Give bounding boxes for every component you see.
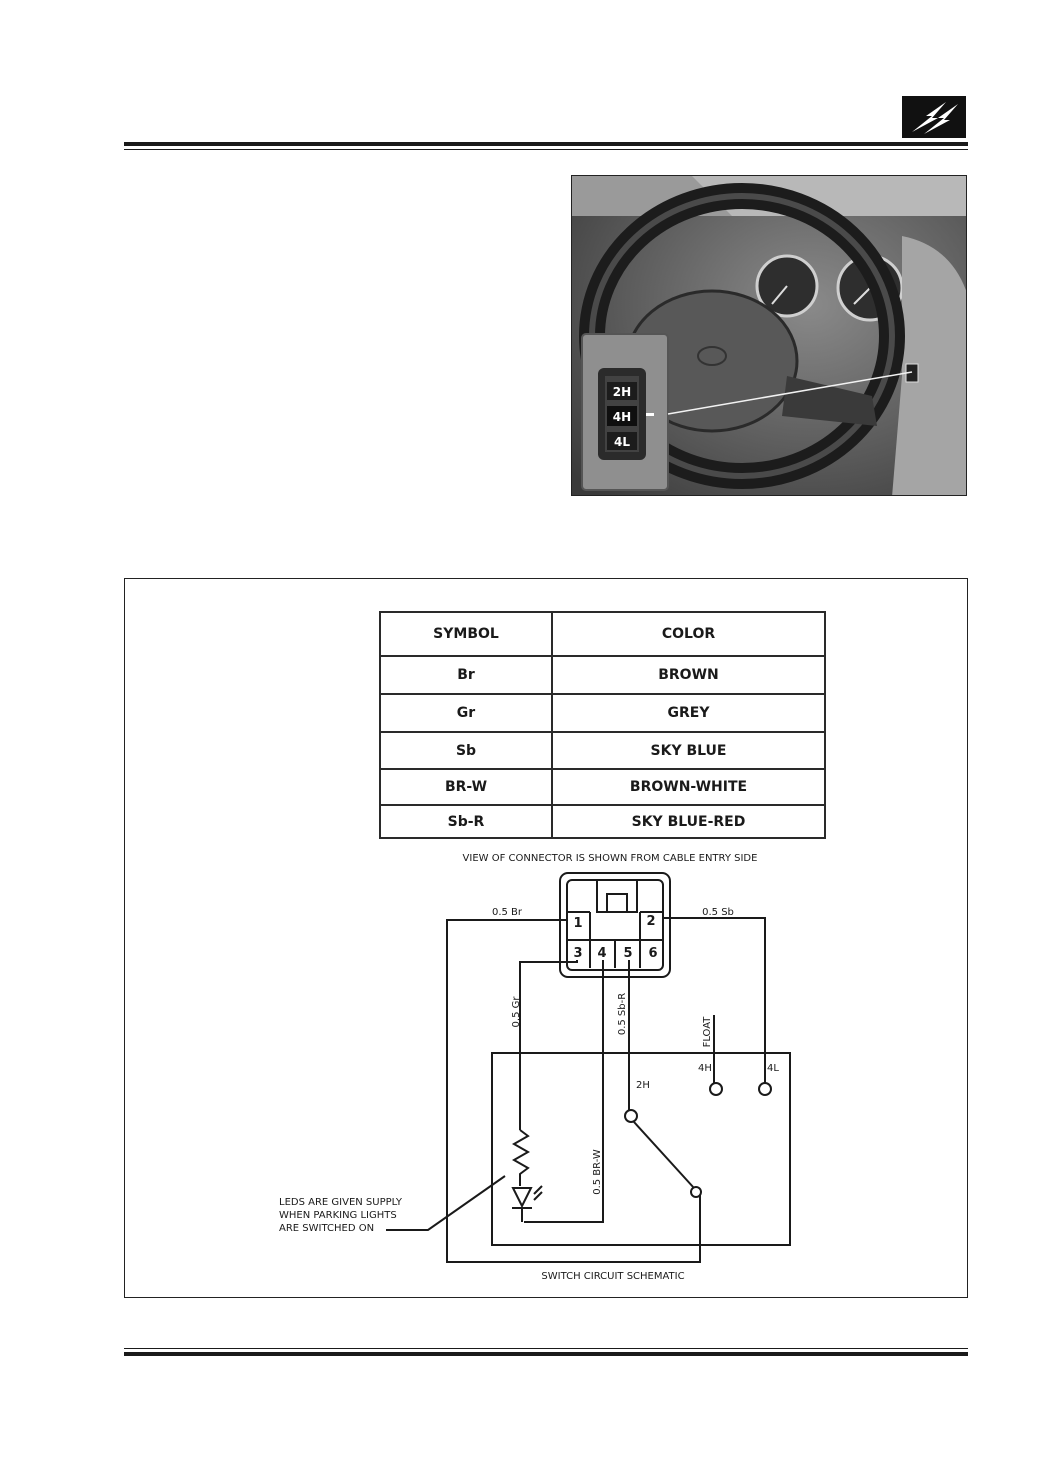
wire-label-br-w: 0.5 BR-W bbox=[592, 1149, 603, 1195]
legend-symbol: Br bbox=[380, 656, 552, 694]
pin-1: 1 bbox=[573, 916, 583, 931]
legend-symbol: BR-W bbox=[380, 769, 552, 805]
connector-view-note: VIEW OF CONNECTOR IS SHOWN FROM CABLE ENTRY SIDE bbox=[462, 853, 758, 864]
legend-symbol: Sb bbox=[380, 732, 552, 769]
led-note-line: WHEN PARKING LIGHTS bbox=[279, 1210, 397, 1221]
wire-label-sb-r: 0.5 Sb-R bbox=[617, 992, 628, 1036]
legend-color: BROWN bbox=[552, 656, 825, 694]
switch-position-4h: 4H bbox=[612, 410, 632, 424]
pin-3: 3 bbox=[573, 946, 583, 961]
pin-6: 6 bbox=[648, 946, 658, 961]
led-note bbox=[279, 1196, 402, 1235]
legend-symbol: Gr bbox=[380, 694, 552, 732]
led-note-line: LEDS ARE GIVEN SUPPLY bbox=[279, 1197, 402, 1208]
switch-position-2h: 2H bbox=[612, 385, 632, 399]
legend-header-symbol: SYMBOL bbox=[380, 612, 552, 656]
terminal-label-4l: 4L bbox=[767, 1063, 779, 1074]
legend-header-color: COLOR bbox=[552, 612, 825, 656]
switch-position-4l: 4L bbox=[614, 435, 630, 449]
pin-5: 5 bbox=[623, 946, 633, 961]
wire-label-gr: 0.5 Gr bbox=[511, 996, 522, 1028]
footer-rule-thick bbox=[124, 1352, 968, 1356]
wire-label-sb: 0.5 Sb bbox=[702, 907, 734, 918]
terminal-label-2h: 2H bbox=[636, 1080, 650, 1091]
pin-4: 4 bbox=[597, 946, 607, 961]
legend-color: GREY bbox=[552, 694, 825, 732]
led-note-line: ARE SWITCHED ON bbox=[279, 1223, 375, 1234]
legend-color: SKY BLUE-RED bbox=[552, 805, 825, 838]
terminal-label-4h: 4H bbox=[698, 1063, 712, 1074]
legend-color: BROWN-WHITE bbox=[552, 769, 825, 805]
footer-rule-thin bbox=[124, 1348, 968, 1349]
legend-symbol: Sb-R bbox=[380, 805, 552, 838]
schematic-caption: SWITCH CIRCUIT SCHEMATIC bbox=[541, 1271, 685, 1282]
pin-2: 2 bbox=[646, 914, 656, 929]
wire-label-br: 0.5 Br bbox=[491, 907, 523, 918]
terminal-label-float: FLOAT bbox=[702, 1016, 713, 1048]
legend-color: SKY BLUE bbox=[552, 732, 825, 769]
